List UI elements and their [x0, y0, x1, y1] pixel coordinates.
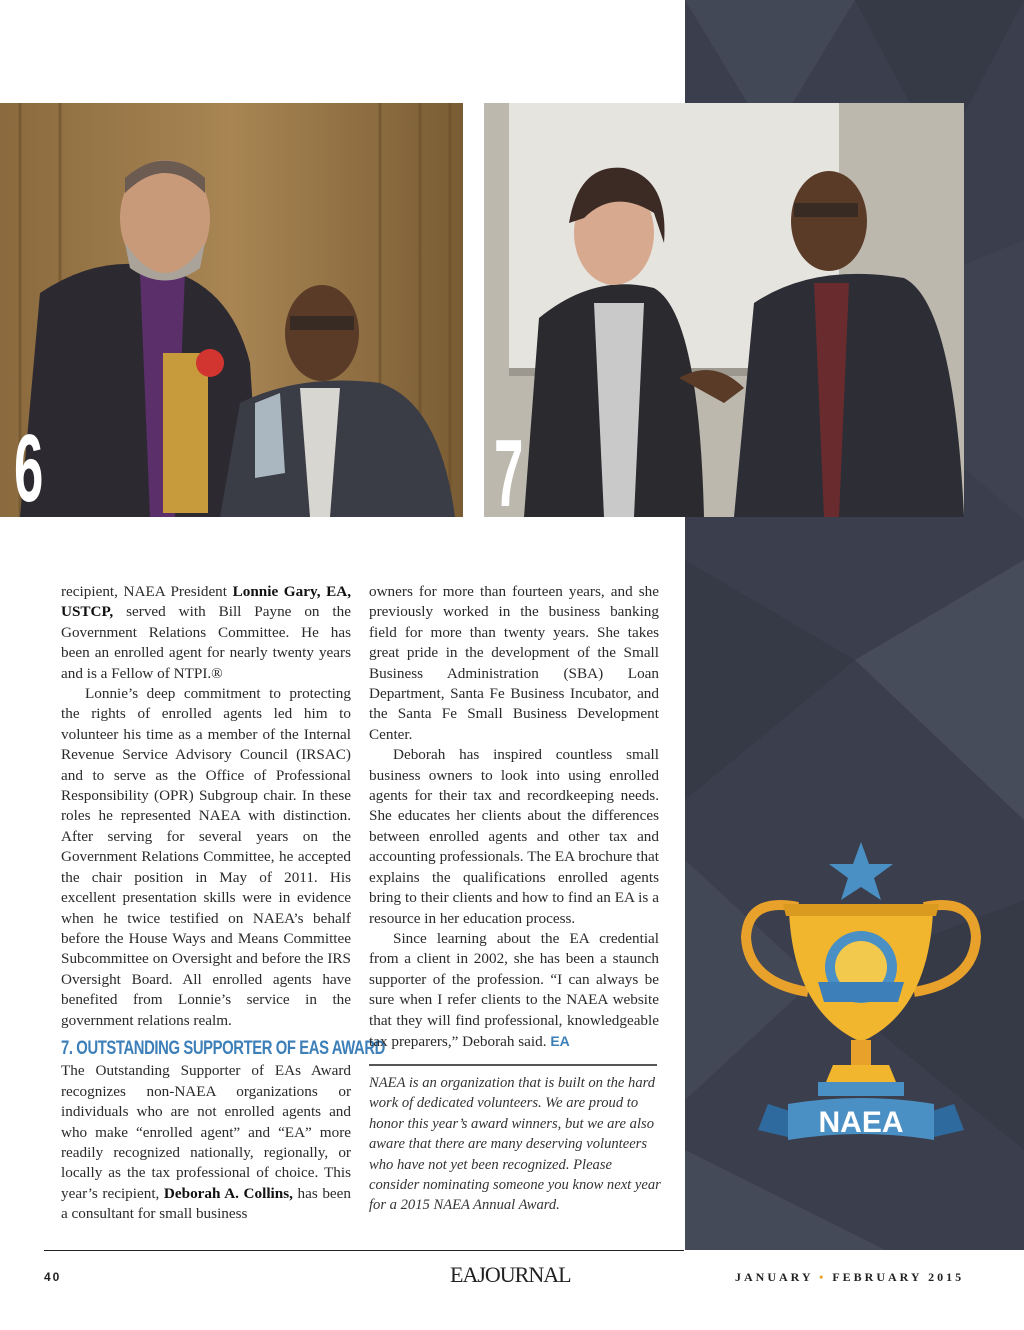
paragraph: Deborah has inspired countless small business owners to look into using enrolled agents for their tax and recordkeeping needs. She educates her clients about the differences between enrolled agents and other tax and accounting professionals. The EA brochure that explains the qualifications enrolled agents bring to their clients and how to find an EA is a resource in her education process. — [369, 746, 659, 927]
photo-7 — [484, 103, 964, 517]
footer-rule — [44, 1250, 684, 1251]
trophy-icon — [738, 842, 984, 1162]
note-divider — [369, 1064, 657, 1066]
end-mark: EA — [550, 1032, 570, 1049]
paragraph: Lonnie’s deep commitment to protecting the rights of enrolled agents led him to volunteer his time as a member of the Internal Revenue Service Advisory Council (IRSAC) and to serve as the Office of Professional Responsibility (OPR) Subgroup chair. In these roles he represented NAEA with distinction. After serving for several years on the Government Relations Committee, he accepted the chair position in May of 2011. His excellent presentation skills were in evidence when he twice testified on NAEA’s behalf before the House Ways and Means Committee Subcommittee on Oversight and before the IRS Oversight Board. All enrolled agents have benefited from Lonnie’s service in the government relations realm. — [61, 685, 351, 1029]
date-separator: • — [819, 1270, 827, 1284]
photo-number-7: 7 — [494, 420, 524, 517]
paragraph: owners for more than fourteen years, and she previously worked in the business banking field for more than twenty years. She takes great pride in the development of the Small Business Administration (SBA) Loan Department, Santa Fe Business Incubator, and the Santa Fe Small Business Development Center. — [369, 583, 659, 743]
trophy-label: NAEA — [818, 1106, 904, 1139]
text-run: Since learning about the EA credential from a client in 2002, she has been a staunch supporter of the profession. “I can always be sure when I refer clients to the NAEA website that they will find professional, knowledgeable tax preparers,” Deborah said. — [369, 929, 659, 1050]
paragraph — [61, 1061, 351, 1224]
issue-date — [735, 1270, 964, 1285]
text-run: served with Bill Payne on the Government Relations Committee. He has been an enrolled agent for nearly twenty years and is a Fellow of NTPI.® — [61, 603, 351, 682]
person-name: Lonnie Gary, EA, USTCP, — [61, 583, 351, 621]
photo-number-6: 6 — [14, 415, 44, 517]
closing-note: NAEA is an organization that is built on the hard work of dedicated volunteers. We are proud to honor this year’s award winners, but we are also aware that there are many deserving volunteers who have not yet been recognized. Please consider nominating someone you know next year for a 2015 NAEA Annual Award. — [369, 1075, 661, 1214]
text-run: has been a consultant for small business — [61, 1184, 351, 1223]
issue-month-end: FEBRUARY 2015 — [832, 1270, 965, 1284]
issue-month-start: JANUARY — [735, 1270, 814, 1284]
publication-logo: EAJOURNAL — [450, 1262, 571, 1287]
paragraph — [61, 582, 351, 684]
page-number: 40 — [44, 1270, 62, 1284]
section-heading: 7. OUTSTANDING SUPPORTER OF EAS AWARD — [61, 1037, 385, 1059]
paragraph — [369, 929, 659, 1052]
text-run: recipient, NAEA President — [61, 583, 233, 600]
article-column-left — [61, 582, 385, 1225]
text-run: The Outstanding Supporter of EAs Award recognizes non-NAEA organizations or individuals who are not enrolled agents and who make “enrolled agent” and “EA” more readily recognized nationally, regionally, or locally as the tax professional of choice. This year’s recipient, — [61, 1062, 351, 1202]
article-column-right — [369, 582, 659, 1052]
photo-6 — [0, 103, 463, 517]
person-name: Deborah A. Collins, — [163, 1184, 293, 1202]
